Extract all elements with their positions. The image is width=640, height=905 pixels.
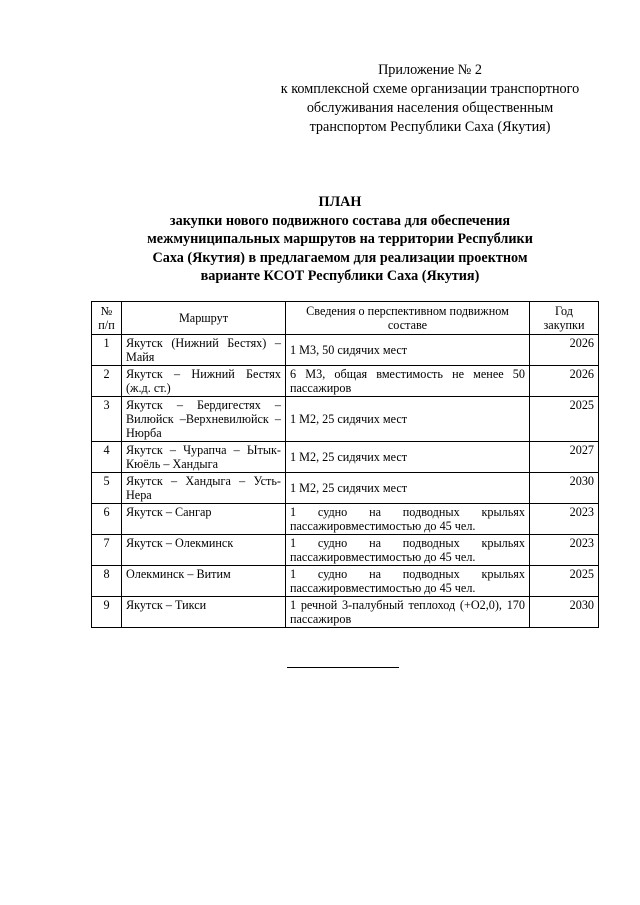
- row-info: 1 речной 3-палубный теплоход (+О2,0), 170 пассажиров: [286, 597, 530, 628]
- row-num: 7: [92, 535, 122, 566]
- header-year: Год закупки: [530, 302, 599, 335]
- heading-line: варианте КСОТ Республики Саха (Якутия): [200, 268, 480, 284]
- row-num: 5: [92, 473, 122, 504]
- row-route: Якутск – Сангар: [122, 504, 286, 535]
- row-num: 8: [92, 566, 122, 597]
- table-row: [92, 335, 599, 366]
- row-route: Якутск (Нижний Бестях) – Майя: [122, 335, 286, 366]
- table-row: [92, 397, 599, 442]
- annex-block: [260, 61, 600, 137]
- annex-line: к комплексной схеме организации транспортного: [280, 81, 580, 97]
- row-route: Якутск – Хандыга – Усть-Нера: [122, 473, 286, 504]
- row-num: 3: [92, 397, 122, 442]
- row-info: 1 М2, 25 сидячих мест: [286, 442, 530, 473]
- row-route: Якутск – Чурапча – Ытык-Кюёль – Хандыга: [122, 442, 286, 473]
- table-header-row: [92, 302, 599, 335]
- annex-line: транспортом Республики Саха (Якутия): [309, 119, 551, 135]
- procurement-table: [91, 301, 599, 628]
- table-row: [92, 473, 599, 504]
- end-divider: [287, 667, 399, 668]
- heading-line: межмуниципальных маршрутов на территории Республики: [147, 231, 533, 247]
- row-route: Олекминск – Витим: [122, 566, 286, 597]
- row-info: 1 судно на подводных крыльях пассажировместимостью до 45 чел.: [286, 566, 530, 597]
- row-route: Якутск – Нижний Бестях (ж.д. ст.): [122, 366, 286, 397]
- table-row: [92, 366, 599, 397]
- row-year: 2026: [530, 335, 599, 366]
- row-num: 1: [92, 335, 122, 366]
- table-row: [92, 442, 599, 473]
- annex-line: обслуживания населения общественным: [306, 100, 554, 116]
- row-route: Якутск – Тикси: [122, 597, 286, 628]
- row-route: Якутск – Олекминск: [122, 535, 286, 566]
- table-row: [92, 535, 599, 566]
- annex-line: Приложение № 2: [378, 62, 482, 78]
- header-info: Сведения о перспективном подвижном составе: [286, 302, 530, 335]
- header-num: № п/п: [92, 302, 122, 335]
- row-year: 2030: [530, 597, 599, 628]
- table-row: [92, 597, 599, 628]
- row-info: 1 М2, 25 сидячих мест: [286, 473, 530, 504]
- table-row: [92, 504, 599, 535]
- row-info: 1 М2, 25 сидячих мест: [286, 397, 530, 442]
- row-year: 2026: [530, 366, 599, 397]
- row-year: 2025: [530, 397, 599, 442]
- row-info: 1 судно на подводных крыльях пассажировместимостью до 45 чел.: [286, 535, 530, 566]
- row-info: 1 судно на подводных крыльях пассажировместимостью до 45 чел.: [286, 504, 530, 535]
- heading-line: закупки нового подвижного состава для обеспечения: [169, 212, 511, 229]
- row-info: 6 М3, общая вместимость не менее 50 пассажиров: [286, 366, 530, 397]
- row-num: 4: [92, 442, 122, 473]
- row-route: Якутск – Бердигестях – Вилюйск –Верхневилюйск – Нюрба: [122, 397, 286, 442]
- table-row: [92, 566, 599, 597]
- row-num: 6: [92, 504, 122, 535]
- row-year: 2023: [530, 504, 599, 535]
- row-info: 1 М3, 50 сидячих мест: [286, 335, 530, 366]
- row-year: 2030: [530, 473, 599, 504]
- row-num: 2: [92, 366, 122, 397]
- heading-line: Саха (Якутия) в предлагаемом для реализации проектном: [152, 249, 528, 266]
- row-year: 2025: [530, 566, 599, 597]
- document-title: ПЛАН: [318, 194, 362, 210]
- row-year: 2027: [530, 442, 599, 473]
- document-heading: [90, 193, 590, 286]
- header-route: Маршрут: [122, 302, 286, 335]
- row-year: 2023: [530, 535, 599, 566]
- row-num: 9: [92, 597, 122, 628]
